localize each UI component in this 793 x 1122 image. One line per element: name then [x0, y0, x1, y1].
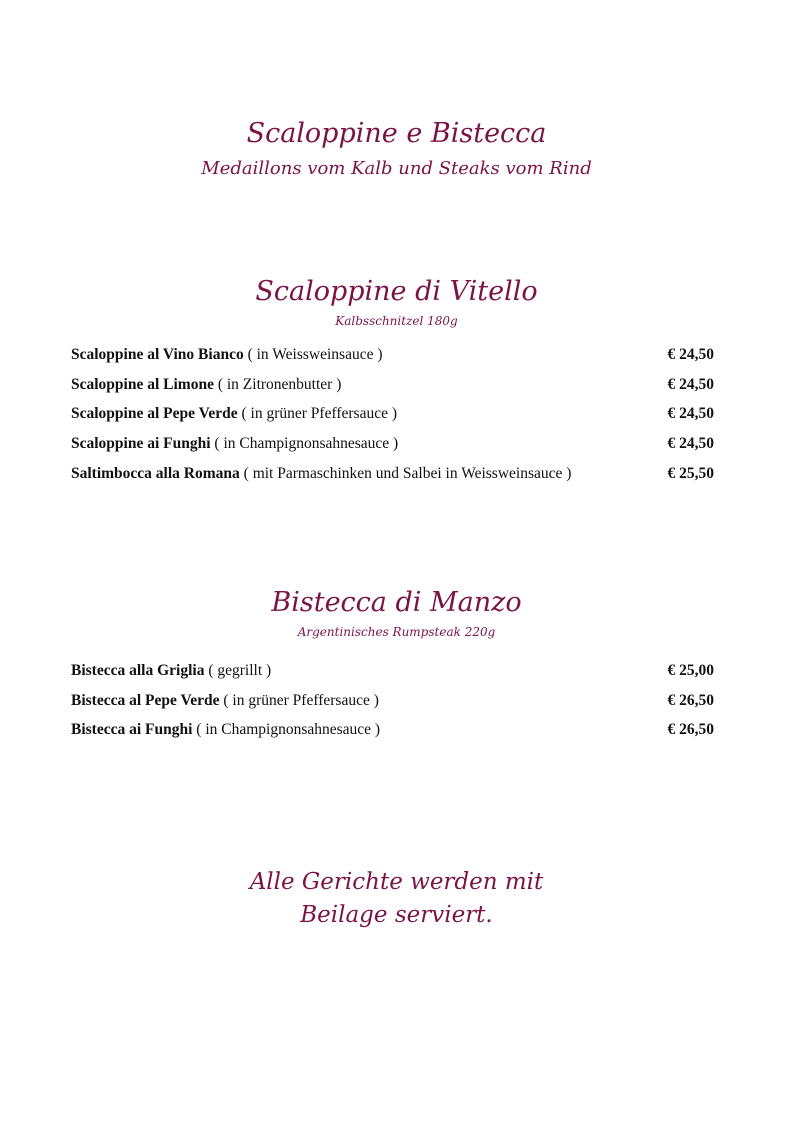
section-subtitle-manzo: Argentinisches Rumpsteak 220g [297, 625, 496, 639]
dish-name: Scaloppine ai Funghi [71, 435, 211, 453]
dish-price: € 26,50 [667, 691, 714, 709]
footer-line-1: Alle Gerichte werden mit [249, 869, 544, 895]
page-title: Scaloppine e Bistecca [246, 118, 547, 149]
menu-item [71, 376, 714, 406]
menu-item [71, 435, 714, 465]
menu-item [71, 465, 714, 495]
dish-description: ( mit Parmaschinken und Salbei in Weissweinsauce ) [243, 464, 572, 482]
dish-name: Scaloppine al Pepe Verde [71, 405, 238, 423]
menu-item [71, 346, 714, 376]
page-subtitle: Medaillons vom Kalb und Steaks vom Rind [201, 158, 592, 179]
section-subtitle-vitello: Kalbsschnitzel 180g [335, 314, 458, 328]
dish-description: ( in Weissweinsauce ) [247, 346, 383, 363]
dish-price: € 24,50 [667, 435, 714, 453]
dish-description: ( in grüner Pfeffersauce ) [223, 691, 379, 709]
dish-price: € 26,50 [667, 721, 714, 739]
dish-description: ( in grüner Pfeffersauce ) [241, 405, 398, 423]
dish-price: € 24,50 [667, 346, 714, 363]
dish-name: Bistecca ai Funghi [71, 721, 193, 739]
dish-description: ( in Champignonsahnesauce ) [196, 721, 381, 739]
dish-price: € 25,50 [667, 464, 714, 482]
section-title-manzo: Bistecca di Manzo [271, 587, 522, 618]
dish-name: Scaloppine al Vino Bianco [71, 346, 244, 363]
menu-item [71, 405, 714, 435]
dish-description: ( in Zitronenbutter ) [217, 375, 342, 393]
dish-price: € 24,50 [667, 405, 714, 423]
dish-name: Scaloppine al Limone [71, 375, 214, 393]
menu-item [71, 721, 714, 751]
dish-name: Saltimbocca alla Romana [71, 464, 240, 482]
section-title-vitello: Scaloppine di Vitello [255, 276, 538, 307]
menu-list-manzo [71, 662, 714, 751]
dish-description: ( in Champignonsahnesauce ) [214, 435, 399, 453]
footer-note [0, 866, 793, 932]
dish-price: € 24,50 [667, 375, 714, 393]
menu-list-vitello [71, 346, 714, 494]
dish-price: € 25,00 [667, 662, 714, 679]
footer-line-2: Beilage serviert. [300, 902, 493, 928]
dish-name: Bistecca al Pepe Verde [71, 691, 220, 709]
dish-name: Bistecca alla Griglia [71, 662, 205, 679]
menu-item [71, 662, 714, 692]
menu-item [71, 692, 714, 722]
dish-description: ( gegrillt ) [208, 662, 272, 679]
